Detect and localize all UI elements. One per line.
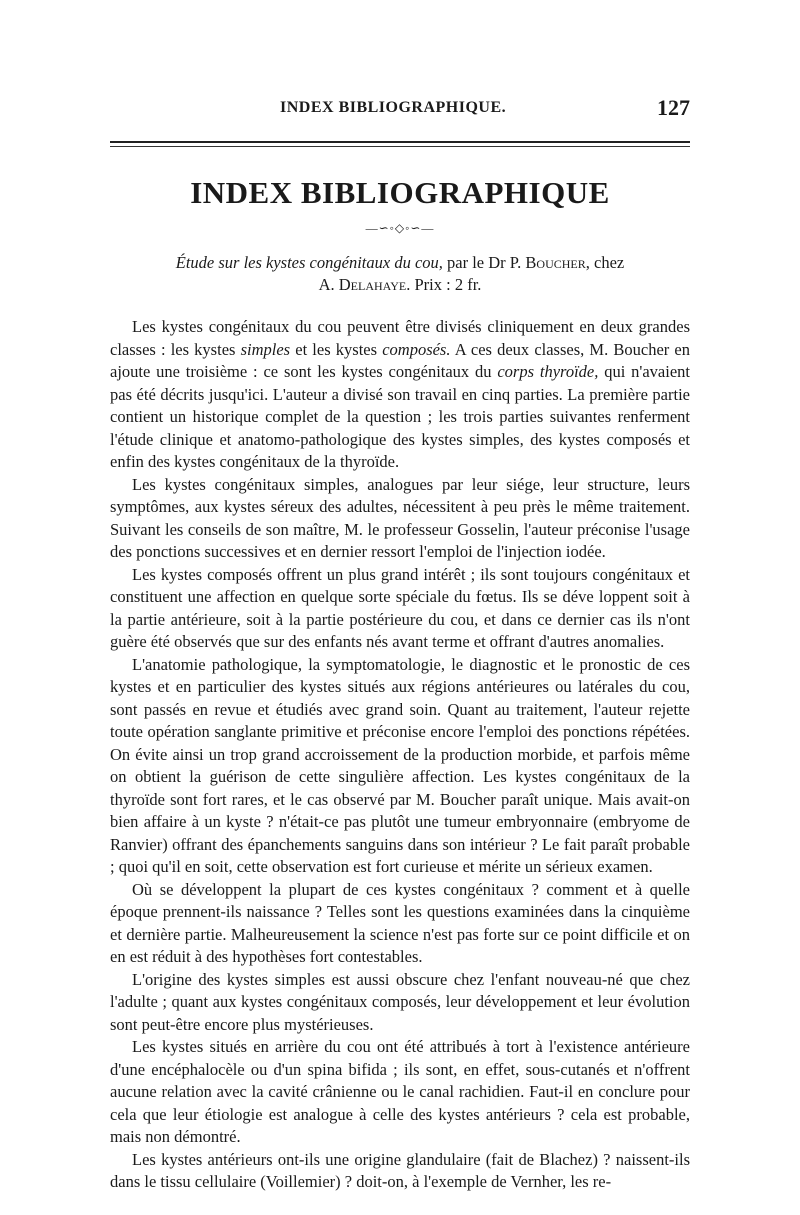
paragraph: Les kystes situés en arrière du cou ont été attribués à tort à l'existence antérieure d'une encéphalocèle ou d'un spina bifida ; ils sont, en effet, sous-cutanés et n'offrent aucune relation avec la cavité crânienne ou le canal rachidien. Faut-il en conclure pour cela que leur étiologie est analogue à celle des kystes antérieurs ? cela est probable, mais non démontré. bbox=[110, 1037, 690, 1146]
page bbox=[110, 95, 690, 1194]
publisher: A. Delahaye. bbox=[318, 275, 411, 294]
paragraph: Les kystes composés offrent un plus grand intérêt ; ils sont toujours congénitaux et constituent une affection en quelque sorte spéciale du fœtus. Ils se déve loppent soit à la partie antérieure, soit à la partie postérieure du cou, et dans ce dernier cas ils n'ont guère été observés que sur des enfants nés avant terme et offrant d'autres anomalies. bbox=[110, 564, 690, 651]
ornament: —∽◦◇◦∽— bbox=[365, 221, 435, 235]
review-body bbox=[110, 316, 690, 1194]
price: Prix : 2 fr. bbox=[410, 275, 482, 294]
paragraph: L'anatomie pathologique, la symptomatologie, le diagnostic et le pronostic de ces kystes et en particulier des kystes situés aux régions antérieures ou latérales du cou, sont passés en revue et étudiés avec grand soin. Quant au traitement, l'auteur rejette toute opération sanglante primitive et préconise encore l'emploi des ponctions répétées. On évite ainsi un trop grand accroissement de la production morbide, et parfois même on obtient la guérison de cette singulière affection. Les kystes congénitaux de la thyroïde sont fort rares, et le cas observé par M. Boucher paraît unique. Mais avait-on bien affaire à un kyste ? n'était-ce pas plutôt une tumeur embryonnaire (embryome de Ranvier) offrant des épanchements sanguins dans son intérieur ? Le fait paraît probable ; quoi qu'il en soit, cette observation est fort curieuse et mérite un sérieux examen. bbox=[110, 654, 690, 876]
header-rule-thin bbox=[110, 146, 690, 147]
main-title: INDEX BIBLIOGRAPHIQUE bbox=[190, 175, 610, 210]
author: P. Boucher, bbox=[509, 253, 590, 272]
header-rule bbox=[110, 141, 690, 143]
paragraph: Les kystes congénitaux simples, analogues par leur siége, leur structure, leurs symptômes, aux kystes séreux des adultes, nécessitent à peu près le même traitement. Suivant les conseils de son maître, M. le professeur Gosselin, l'auteur préconise l'usage des ponctions successives et en dernier ressort l'emploi de l'injection iodée. bbox=[110, 474, 690, 561]
ref-by: par le Dr bbox=[442, 253, 510, 272]
ref-chez: chez bbox=[589, 253, 625, 272]
paragraph: Les kystes congénitaux du cou peuvent être divisés cliniquement en deux grandes classes : les kystes simples et les kystes composés. A ces deux classes, M. Boucher en ajoute une troisième : ce sont les kystes congénitaux du corps thyroïde, qui n'avaient pas été décrits jusqu'ici. L'auteur a divisé son travail en cinq parties. La première partie contient un historique complet de la question ; les trois parties suivantes renferment l'étude clinique et anatomo-pathologique des kystes simples, des kystes composés et enfin des kystes congénitaux de la thyroïde. bbox=[110, 317, 690, 471]
paragraph: Où se développent la plupart de ces kystes congénitaux ? comment et à quelle époque prennent-ils naissance ? Telles sont les questions examinées dans la cinquième et dernière partie. Malheureusement la science n'est pas forte sur ce point difficile et on en est réduit à des hypothèses fort contestables. bbox=[110, 879, 690, 966]
page-number: 127 bbox=[657, 95, 690, 120]
bibliographic-reference bbox=[110, 252, 690, 296]
book-title: Étude sur les kystes congénitaux du cou, bbox=[175, 253, 443, 272]
paragraph: Les kystes antérieurs ont-ils une origine glandulaire (fait de Blachez) ? naissent-ils dans le tissu cellulaire (Voillemier) ? doit-on, à l'exemple de Vernher, les re- bbox=[110, 1149, 690, 1191]
paragraph: L'origine des kystes simples est aussi obscure chez l'enfant nouveau-né que chez l'adulte ; quant aux kystes congénitaux composés, leur développement et leur évolution sont peut-être encore plus mystérieuses. bbox=[110, 969, 690, 1034]
running-title: INDEX BIBLIOGRAPHIQUE. bbox=[280, 99, 507, 116]
running-head bbox=[110, 95, 690, 123]
